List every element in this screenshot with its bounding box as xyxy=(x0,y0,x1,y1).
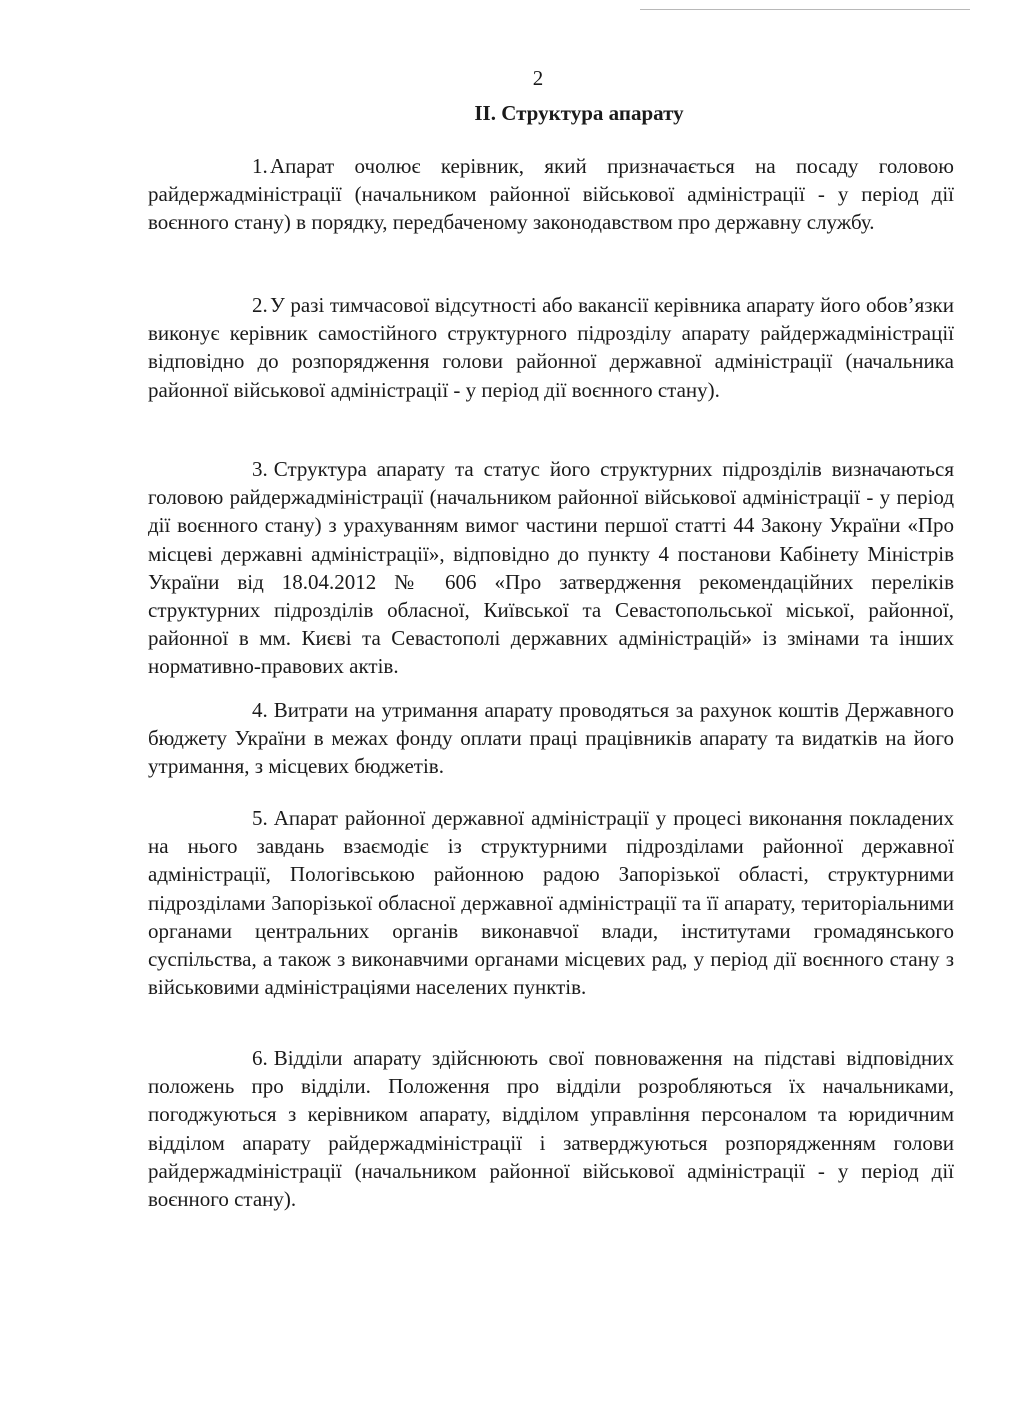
paragraph-number: 2. xyxy=(252,293,268,317)
section-title: ІІ. Структура апарату xyxy=(474,101,684,125)
paragraph-text: Відділи апарату здійснюють свої повноваження на підставі відповідних положень про відділи. Положення про відділи розробляються їх начальниками, погоджуються з керівником апарату, відділом управління персоналом та юридичним відділом апарату райдержадміністрації і затверджуються розпорядженням голови райдержадміністрації (начальником районної військової адміністрації - у період дії воєнного стану). xyxy=(148,1046,954,1212)
paragraph-number: 6. xyxy=(252,1046,268,1070)
paragraph-1 xyxy=(148,152,954,237)
paragraph-number: 3. xyxy=(252,457,268,481)
paragraph-text: Апарат районної державної адміністрації у процесі виконання покладених на нього завдань взаємодіє із структурними підрозділами районної державної адміністрації, Пологівською районною радою Запорізької області, структурними підрозділами Запорізької обласної державної адміністрації та її апарату, територіальними органами центральних органів виконавчої влади, інститутами громадянського суспільства, а також з виконавчими органами місцевих рад, у період дії воєнного стану з військовими адміністраціями населених пунктів. xyxy=(148,806,954,1000)
paragraph-2 xyxy=(148,291,954,404)
paragraph-4 xyxy=(148,696,954,781)
paragraph-5 xyxy=(148,804,954,1001)
paragraph-text: Апарат очолює керівник, який призначається на посаду головою райдержадміністрації (начальником районної військової адміністрації - у період дії воєнного стану) в порядку, передбаченому законодавством про державну службу. xyxy=(148,154,954,235)
page-number: 2 xyxy=(532,66,544,90)
paragraph-number: 4. xyxy=(252,698,268,722)
scan-top-rule xyxy=(640,9,970,10)
paragraph-number: 1. xyxy=(252,154,268,178)
paragraph-6 xyxy=(148,1044,954,1213)
paragraph-3 xyxy=(148,455,954,681)
paragraph-text: Витрати на утримання апарату проводяться за рахунок коштів Державного бюджету України в межах фонду оплати праці працівників апарату та видатків на його утримання, з місцевих бюджетів. xyxy=(148,698,954,779)
paragraph-text: Структура апарату та статус його структурних підрозділів визначаються головою райдержадміністрації (начальником районної військової адміністрації - у період дії воєнного стану) з урахуванням вимог частини першої статті 44 Закону України «Про місцеві державні адміністрації», відповідно до пункту 4 постанови Кабінету Міністрів України від 18.04.2012 № 606 «Про затвердження рекомендаційних переліків структурних підрозділів обласної, Київської та Севастопольської міської, районної, районної в мм. Києві та Севастополі державних адміністрацій» із змінами та інших нормативно-правових актів. xyxy=(148,457,954,679)
paragraph-number: 5. xyxy=(252,806,268,830)
paragraph-text: У разі тимчасової відсутності або вакансії керівника апарату його обов’язки виконує керівник самостійного структурного підрозділу апарату райдержадміністрації відповідно до розпорядження голови районної державної адміністрації (начальника районної військової адміністрації - у період дії воєнного стану). xyxy=(148,293,954,402)
